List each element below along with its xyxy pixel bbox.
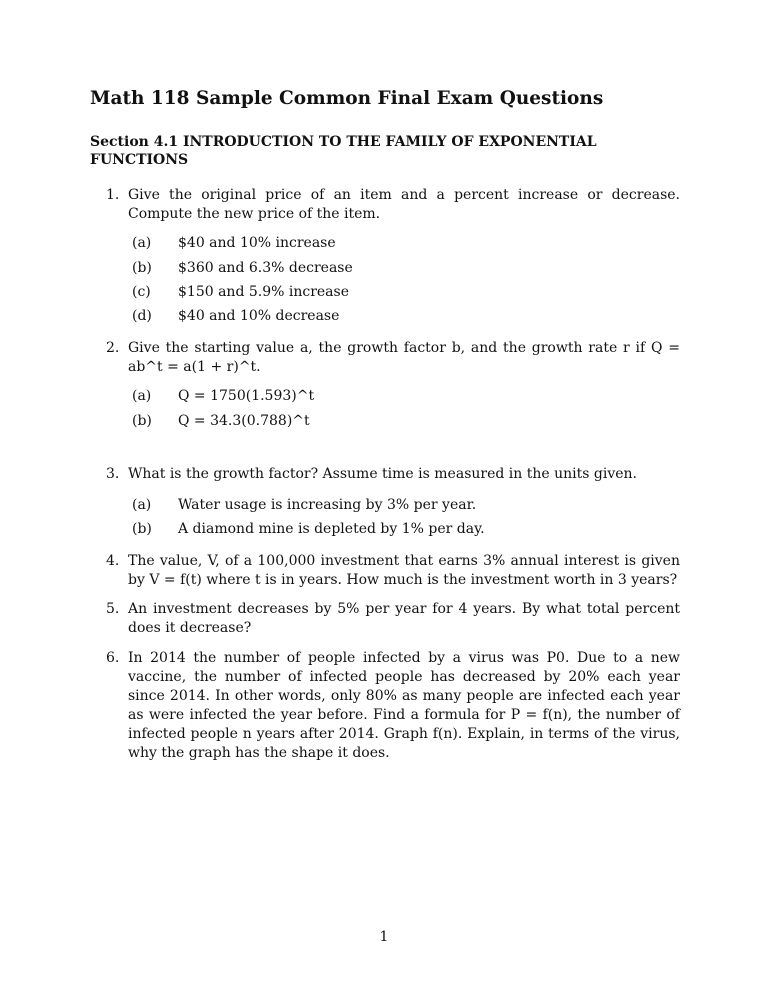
problem-3-item-a: (a) Water usage is increasing by 3% per year. bbox=[132, 497, 477, 513]
problem-number: 1. bbox=[106, 187, 120, 203]
problem-2 bbox=[90, 339, 680, 377]
problem-number: 3. bbox=[106, 466, 120, 482]
problem-number: 2. bbox=[106, 340, 120, 356]
problem-3-item-b: (b) A diamond mine is depleted by 1% per day. bbox=[132, 521, 485, 537]
problem-text: In 2014 the number of people infected by a virus was P0. Due to a new vaccine, the number of infected people has decreased by 20% each year since 2014. In other words, only 80% as many people are infected each year as were infected the year before. Find a formula for P = f(n), the number of infected people n years after 2014. Graph f(n). Explain, in terms of the virus, why the graph has the shape it does. bbox=[128, 650, 680, 761]
page-title: Math 118 Sample Common Final Exam Questions bbox=[90, 88, 604, 109]
problem-text: The value, V, of a 100,000 investment that earns 3% annual interest is given by V = f(t) where t is in years. How much is the investment worth in 3 years? bbox=[128, 553, 680, 588]
problem-number: 5. bbox=[106, 601, 120, 617]
problem-text: Give the starting value a, the growth factor b, and the growth rate r if Q = ab^t = a(1 + r)^t. bbox=[128, 340, 680, 375]
problem-text: An investment decreases by 5% per year for 4 years. By what total percent does it decrease? bbox=[128, 601, 680, 636]
problem-1-item-d: (d) $40 and 10% decrease bbox=[132, 308, 340, 324]
problem-2-item-a: (a) Q = 1750(1.593)^t bbox=[132, 388, 315, 404]
problem-text: Give the original price of an item and a percent increase or decrease. Compute the new price of the item. bbox=[128, 187, 680, 222]
problem-text: What is the growth factor? Assume time is measured in the units given. bbox=[128, 466, 637, 482]
problem-number: 4. bbox=[106, 553, 120, 569]
problem-4 bbox=[90, 552, 680, 590]
problem-2-item-b: (b) Q = 34.3(0.788)^t bbox=[132, 413, 310, 429]
problem-5 bbox=[90, 600, 680, 638]
page-number: 1 bbox=[379, 929, 389, 945]
problem-3 bbox=[90, 465, 680, 484]
problem-1 bbox=[90, 186, 680, 224]
problem-1-item-c: (c) $150 and 5.9% increase bbox=[132, 284, 350, 300]
problem-1-item-b: (b) $360 and 6.3% decrease bbox=[132, 260, 353, 276]
problem-6 bbox=[90, 649, 680, 763]
section-heading: Section 4.1 INTRODUCTION TO THE FAMILY OF EXPONENTIAL FUNCTIONS bbox=[90, 134, 597, 168]
problem-1-item-a: (a) $40 and 10% increase bbox=[132, 235, 336, 251]
problem-number: 6. bbox=[106, 650, 120, 666]
